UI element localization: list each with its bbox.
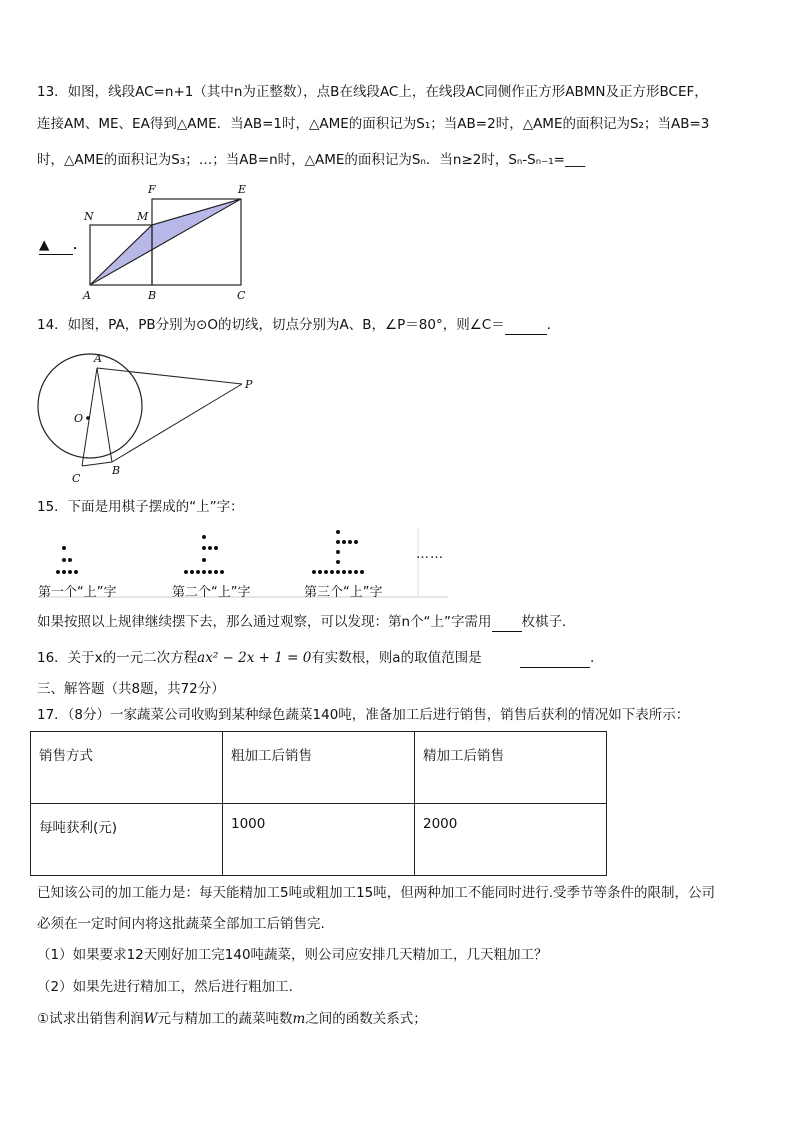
label-b: B	[112, 464, 121, 477]
q17-var-m: m	[292, 1011, 306, 1027]
q17-intro: 17．（8分）一家蔬菜公司收购到某种绿色蔬菜140吨，准备加工后进行销售，销售后获利的情况如下表所示：	[37, 707, 690, 723]
table-cell: 1000	[223, 804, 415, 876]
q17-sub-2a-post: 之间的函数关系式；	[305, 1011, 427, 1027]
shang-1-dots	[56, 546, 78, 574]
q15-caption-1: 第一个“上”字	[38, 585, 117, 600]
q13-line-1: 13．如图，线段AC=n+1（其中n为正整数），点B在线段AC上，在线段AC同侧作正方形ABMN及正方形BCEF，	[37, 84, 708, 100]
q15-question-pre: 如果按照以上规律继续摆下去，那么通过观察，可以发现：第n个“上”字需用	[37, 614, 492, 630]
q15-ellipsis: ……	[416, 547, 444, 562]
table-row	[31, 804, 607, 876]
label-c: C	[237, 289, 246, 302]
label-a: A	[94, 352, 102, 365]
shang-3-dots	[312, 530, 364, 574]
q13-end: ．	[73, 237, 87, 253]
q16-answer	[520, 649, 594, 668]
q13-line-2: 连接AM、ME、EA得到△AME．当AB=1时，△AME的面积记为S₁；当AB=2时，△AME的面积记为S₂；当AB=3	[37, 116, 710, 132]
q17-sales-table	[30, 731, 607, 876]
chord-ab	[97, 368, 112, 462]
q14-text	[37, 316, 560, 335]
tangent-pb	[112, 384, 242, 462]
segment-ea	[90, 199, 241, 285]
q13-figure	[75, 180, 255, 305]
circle-o	[38, 354, 142, 458]
table-header-row	[31, 732, 607, 804]
table-cell: 每吨获利(元)	[31, 804, 223, 876]
q17-sub-2a	[37, 1010, 427, 1028]
chord-ac	[82, 368, 97, 466]
q13-answer-line	[39, 236, 87, 255]
q17-sub-2a-mid: 元与精加工的蔬菜吨数	[157, 1011, 293, 1027]
section-3-heading: 三、解答题（共8题，共72分）	[37, 681, 225, 697]
table-header-cell: 销售方式	[31, 732, 223, 804]
q16-answer-blank[interactable]	[520, 649, 590, 668]
q15-text: 15．下面是用棋子摆成的“上”字：	[37, 499, 244, 515]
shang-2-dots	[184, 535, 224, 574]
tangent-pa	[97, 368, 242, 384]
q16-end: .	[590, 650, 595, 666]
q17-para-2: 必须在一定时间内将这批蔬菜全部加工后销售完.	[37, 916, 325, 932]
label-n: N	[84, 210, 94, 223]
label-o: O	[74, 412, 84, 425]
q15-question-post: 枚棋子．	[521, 614, 576, 630]
chord-cb	[82, 462, 112, 466]
table-header-cell: 粗加工后销售	[223, 732, 415, 804]
q14-answer-blank[interactable]	[505, 316, 547, 335]
label-a: A	[83, 289, 91, 302]
label-b: B	[148, 289, 157, 302]
q17-sub-1: （1）如果要求12天刚好加工完140吨蔬菜，则公司应安排几天精加工，几天粗加工？	[37, 947, 548, 963]
q16-formula: ax² − 2x + 1 = 0	[197, 650, 312, 666]
q17-sub-2: （2）如果先进行精加工，然后进行粗加工.	[37, 979, 293, 995]
label-m: M	[137, 210, 149, 223]
label-c: C	[72, 472, 81, 485]
q16-post: 有实数根，则a的取值范围是	[311, 650, 482, 666]
table-header-cell: 精加工后销售	[415, 732, 607, 804]
q16-text	[37, 649, 482, 667]
label-e: E	[238, 183, 247, 196]
label-f: F	[148, 183, 156, 196]
q14-figure	[30, 348, 270, 488]
q15-question	[37, 613, 576, 632]
q17-var-w: W	[143, 1011, 158, 1027]
q16-pre: 16．关于x的一元二次方程	[37, 650, 198, 666]
q13-line-3: 时，△AME的面积记为S₃；…；当AB=n时，△AME的面积记为Sₙ．当n≥2时，Sₙ-Sₙ₋₁=___	[37, 152, 586, 168]
q15-caption-3: 第三个“上”字	[304, 585, 383, 600]
q14-question: 14．如图，PA，PB分别为⊙O的切线，切点分别为A、B，∠P＝80°，则∠C＝	[37, 317, 505, 333]
q17-para-1: 已知该公司的加工能力是：每天能精加工5吨或粗加工15吨，但两种加工不能同时进行.受季节等条件的限制，公司	[37, 885, 716, 901]
q14-end: ．	[546, 317, 561, 333]
q17-sub-2a-pre: ①试求出销售利润	[37, 1011, 144, 1027]
q15-caption-2: 第二个“上”字	[172, 585, 251, 600]
q13-answer-mark: ▲	[39, 236, 73, 255]
q15-answer-blank[interactable]	[492, 613, 522, 632]
table-cell: 2000	[415, 804, 607, 876]
center-o-point	[86, 416, 90, 420]
label-p: P	[245, 378, 253, 391]
